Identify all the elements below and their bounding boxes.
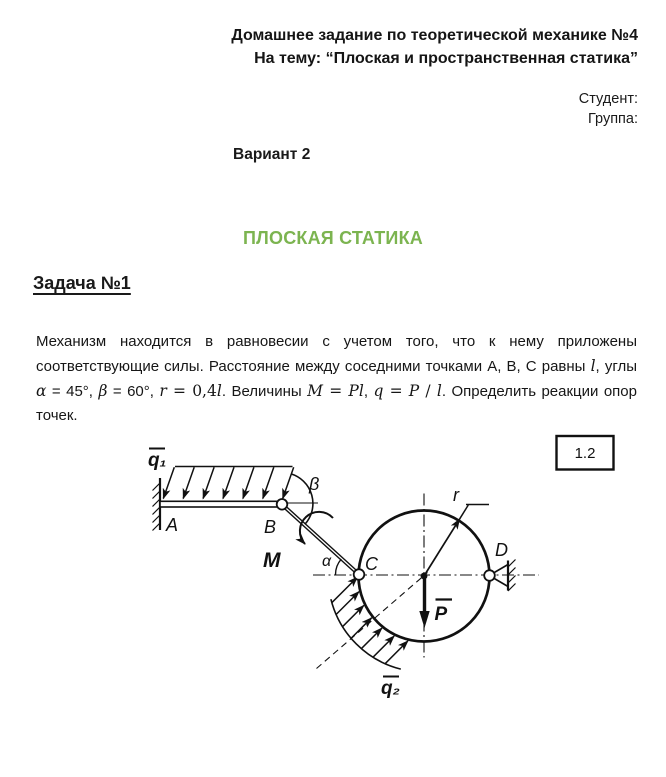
wall-support-A: [153, 478, 161, 531]
P-label: P: [434, 604, 448, 625]
problem-text-segment: . Величины: [221, 383, 308, 400]
problem-text-segment: l: [436, 382, 442, 400]
problem-text-segment: . Определить реакции опор точек.: [36, 383, 637, 424]
point-C-label: C: [365, 554, 378, 574]
problem-text-segment: = 60°,: [107, 383, 160, 400]
rod-BC: [281, 504, 360, 576]
alpha-label: α: [322, 553, 332, 570]
student-label: Студент:: [578, 91, 638, 107]
group-label: Группа:: [588, 111, 638, 127]
moment-label: M: [263, 549, 281, 572]
problem-text-segment: l: [590, 357, 596, 375]
distributed-load-q1: [148, 449, 294, 499]
problem-text-segment: ,: [363, 383, 374, 400]
force-P-arrowhead: [419, 611, 429, 628]
disk-center-dot: [421, 573, 428, 580]
student-info: [579, 89, 638, 129]
problem-text-segment: P: [408, 382, 420, 400]
figure-variant-box: [557, 436, 614, 470]
problem-text-segment: =: [383, 382, 409, 400]
title-line-1: Домашнее задание по теоретической механике №4: [231, 27, 638, 44]
distributed-load-q2: [331, 577, 408, 699]
beam-AB: [160, 501, 283, 507]
point-A-label: A: [166, 515, 179, 535]
problem-statement: [36, 330, 637, 428]
force-P: [419, 576, 452, 628]
problem-text-segment: /: [419, 382, 437, 400]
q1-label: q₁: [148, 450, 167, 471]
pin-B: [277, 499, 288, 510]
task-heading: Задача №1: [33, 273, 131, 293]
point-B-label: B: [264, 517, 277, 537]
pin-D: [484, 570, 495, 581]
problem-text-segment: = 0,4: [166, 382, 217, 400]
mechanism-figure: [0, 415, 666, 777]
figure-variant-number: 1.2: [574, 445, 596, 462]
problem-text-segment: = 45°,: [46, 383, 99, 400]
variant-label: Вариант 2: [233, 146, 311, 163]
problem-text-segment: β: [98, 382, 108, 400]
angle-alpha: [322, 553, 341, 575]
section-title: ПЛОСКАЯ СТАТИКА: [243, 228, 423, 248]
point-D-label: D: [495, 540, 508, 560]
problem-text-segment: r: [159, 382, 167, 400]
pin-C: [354, 569, 365, 580]
problem-text-segment: , углы: [595, 358, 638, 375]
problem-text-segment: Механизм находится в равновесии с учетом того, что к нему приложены соответствующие силы. Расстояние между соседними точками А, В, С равны: [36, 333, 637, 375]
beta-label: β: [309, 474, 320, 494]
r-label: r: [453, 485, 459, 505]
document-title: [231, 24, 638, 70]
title-line-2: На тему: “Плоская и пространственная статика”: [254, 50, 638, 67]
problem-text-segment: l: [216, 382, 222, 400]
problem-text-segment: =: [323, 382, 349, 400]
problem-text-segment: q: [373, 382, 384, 400]
problem-text-segment: Pl: [348, 382, 364, 400]
radius-r: [424, 485, 489, 576]
problem-text-segment: M: [307, 382, 324, 400]
q2-label: q₂: [381, 678, 400, 699]
problem-text-segment: α: [36, 382, 47, 400]
